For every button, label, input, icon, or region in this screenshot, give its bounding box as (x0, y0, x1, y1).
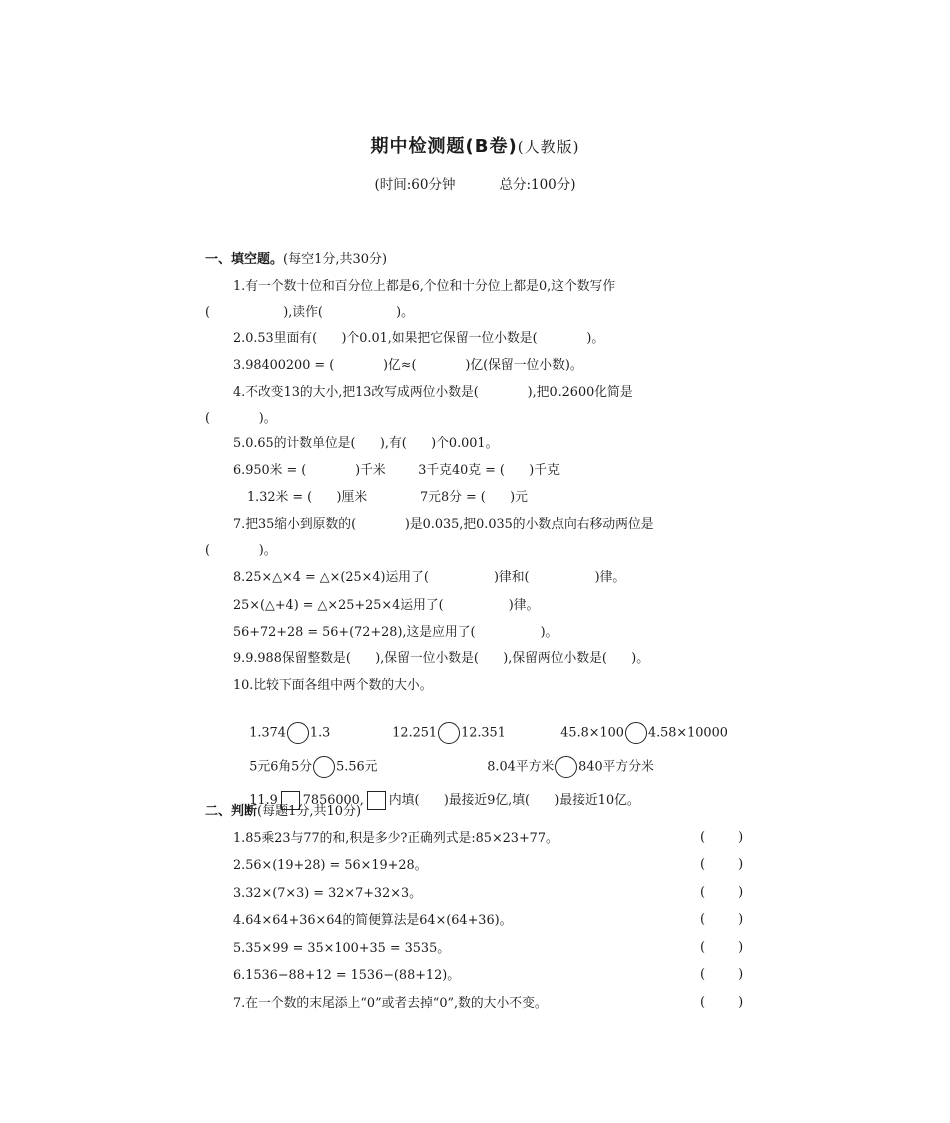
compare-left: 45.8×100 (560, 725, 624, 741)
judge-item: 2.56×(19+28) = 56×19+28。 (233, 858, 428, 873)
section2-note: (每题1分,共10分) (257, 804, 362, 819)
question-line: 5.0.65的计数单位是( ),有( )个0.001。 (233, 436, 499, 451)
compare-right: 12.351 (461, 725, 506, 741)
judge-item: 1.85乘23与77的和,积是多少?正确列式是:85×23+77。 (233, 831, 559, 846)
question-line: 56+72+28 = 56+(72+28),这是应用了( )。 (233, 625, 559, 640)
exam-info (0, 173, 950, 193)
section2-heading (205, 803, 361, 821)
compare-left: 12.251 (392, 725, 438, 741)
compare-right: 5.56元 (336, 759, 378, 775)
compare-left: 8.04平方米 (487, 759, 555, 775)
total-score: 总分:100分) (499, 177, 576, 193)
answer-blank[interactable]: ( ) (700, 830, 744, 845)
section1-note: (每空1分,共30分) (283, 252, 388, 267)
answer-blank[interactable]: ( ) (700, 940, 744, 955)
judge-item: 7.在一个数的末尾添上“0”或者去掉“0”,数的大小不变。 (233, 996, 548, 1011)
judge-item: 6.1536−88+12 = 1536−(88+12)。 (233, 968, 461, 983)
answer-blank[interactable]: ( ) (700, 912, 744, 927)
question-line: ( ),读作( )。 (205, 305, 414, 320)
answer-blank[interactable]: ( ) (700, 885, 744, 900)
compare-right: 1.3 (309, 725, 331, 741)
q11-number: 7856000, (302, 793, 364, 808)
compare-circle[interactable] (438, 722, 460, 744)
digit-box (367, 791, 386, 810)
judge-item: 3.32×(7×3) = 32×7+32×3。 (233, 886, 422, 901)
title-edition: (人教版) (517, 138, 580, 156)
question-line: ( )。 (205, 543, 277, 558)
question-line: 2.0.53里面有( )个0.01,如果把它保留一位小数是( )。 (233, 331, 605, 346)
section1-heading (205, 251, 387, 269)
page-title (0, 132, 950, 158)
compare-left: 5元6角5分 (249, 759, 313, 775)
question-line: 4.不改变13的大小,把13改写成两位小数是( ),把0.2600化简是 (233, 385, 633, 400)
question-line: 6.950米 = ( )千米 3千克40克 = ( )千克 (233, 463, 560, 478)
question-line: ( )。 (205, 411, 277, 426)
section2-title: 二、判断 (205, 804, 258, 819)
question-line: 1.有一个数十位和百分位上都是6,个位和十分位上都是0,这个数写作 (233, 279, 616, 294)
answer-blank[interactable]: ( ) (700, 967, 744, 982)
q11-text: 内填( )最接近9亿,填( )最接近10亿。 (388, 793, 640, 808)
time-limit: (时间:60分钟 (374, 177, 456, 193)
answer-blank[interactable]: ( ) (700, 857, 744, 872)
question-line: 7.把35缩小到原数的( )是0.035,把0.035的小数点向右移动两位是 (233, 517, 654, 532)
judge-item: 4.64×64+36×64的简便算法是64×(64+36)。 (233, 913, 513, 928)
title-main: 期中检测题(B卷) (370, 136, 518, 157)
question-line: 25×(△+4) = △×25+25×4运用了( )律。 (233, 598, 540, 613)
question-line: 10.比较下面各组中两个数的大小。 (233, 678, 433, 693)
compare-right: 4.58×10000 (647, 725, 728, 741)
judge-item: 5.35×99 = 35×100+35 = 3535。 (233, 941, 451, 956)
q11-prefix: 11.9 (249, 793, 278, 808)
question-line: 1.32米 = ( )厘米 7元8分 = ( )元 (247, 490, 528, 505)
section1-title: 一、填空题。 (205, 252, 284, 267)
question-line: 8.25×△×4 = △×(25×4)运用了( )律和( )律。 (233, 570, 626, 585)
answer-blank[interactable]: ( ) (700, 995, 744, 1010)
question-line: 3.98400200 = ( )亿≈( )亿(保留一位小数)。 (233, 358, 583, 373)
question-line: 9.9.988保留整数是( ),保留一位小数是( ),保留两位小数是( )。 (233, 651, 650, 666)
compare-right: 840平方分米 (578, 759, 654, 775)
compare-left: 1.374 (249, 725, 286, 741)
